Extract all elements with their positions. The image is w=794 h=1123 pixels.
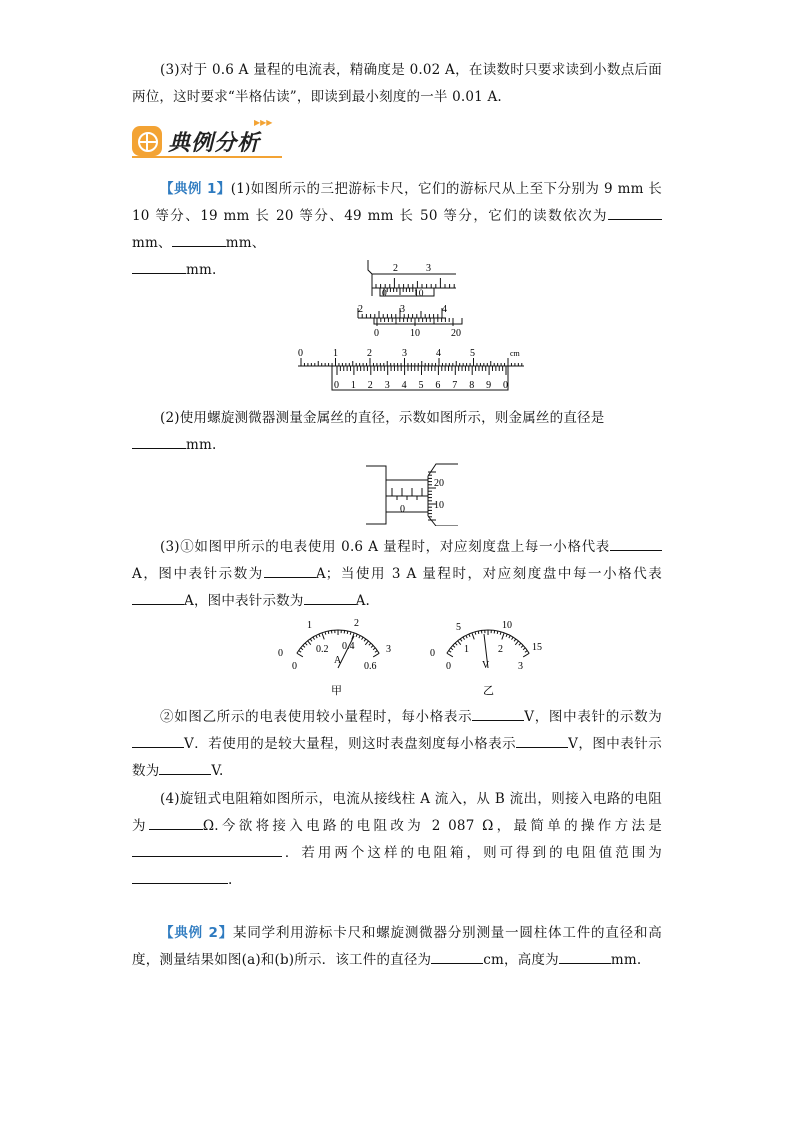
scale-tick	[373, 648, 375, 650]
tick-label: 2	[358, 304, 363, 315]
scale-tick	[373, 653, 379, 657]
example2-tag: 【典例 2】	[160, 925, 234, 941]
scale-tick	[369, 643, 371, 645]
scale-tick	[525, 651, 527, 653]
tick-label: 1	[333, 348, 338, 359]
scale-label: 0.6	[364, 661, 377, 672]
tick-label: 4	[436, 348, 441, 359]
tick-label: 0	[382, 289, 387, 299]
scale-label: 0	[430, 648, 435, 659]
scale-tick	[365, 641, 368, 645]
section-heading-banner	[132, 118, 282, 158]
triangles-icon: ▶▶▶	[254, 118, 273, 127]
unit-label: A	[334, 655, 342, 666]
scale-label: 0.2	[316, 644, 329, 655]
answer-blank[interactable]	[132, 869, 228, 884]
answer-blank[interactable]	[132, 434, 186, 449]
tick-label: 5	[470, 348, 475, 359]
example1-q2: (2)使用螺旋测微器测量金属丝的直径，示数如图所示，则金属丝的直径是 mm.	[132, 405, 662, 459]
tick-label: 2	[393, 263, 398, 274]
example2: 【典例 2】某同学利用游标卡尺和螺旋测微器分别测量一圆柱体工件的直径和高度，测量结果如图(a)和(b)所示．该工件的直径为 cm，高度为 mm.	[132, 925, 662, 968]
answer-blank[interactable]	[132, 733, 184, 748]
tick-label: 2	[367, 348, 372, 359]
scale-tick	[472, 633, 474, 640]
scale-tick	[460, 639, 462, 641]
scale-tick	[447, 653, 453, 657]
scale-tick	[463, 637, 465, 640]
answer-blank[interactable]	[472, 706, 524, 721]
scale-tick	[297, 653, 303, 657]
scale-tick	[506, 634, 507, 637]
scale-tick	[469, 634, 470, 637]
scale-tick	[359, 635, 360, 638]
scale-tick	[453, 645, 455, 647]
scale-tick	[466, 635, 467, 638]
answer-blank[interactable]	[610, 536, 662, 551]
answer-blank[interactable]	[159, 760, 211, 775]
sleeve-label: 0	[400, 504, 405, 515]
scale-tick	[500, 632, 501, 635]
scale-tick	[521, 645, 523, 647]
scale-tick	[455, 643, 457, 645]
answer-blank[interactable]	[132, 259, 186, 274]
scale-tick	[515, 641, 518, 645]
scale-tick	[305, 643, 307, 645]
example1-q3-part2: ②如图乙所示的电表使用较小量程时，每小格表示 V，图中表针的示数为V．若使用的是较大量程，则这时表盘刻度每小格表示 V，图中表针示数为 V.	[132, 704, 662, 785]
unit-label: cm	[510, 349, 520, 358]
tick-label: 0	[374, 328, 379, 339]
scale-tick	[478, 631, 479, 634]
micrometer-figure	[364, 458, 464, 526]
scale-label: 0.4	[342, 641, 355, 652]
scale-label: 0	[446, 661, 451, 672]
answer-blank[interactable]	[559, 949, 611, 964]
section-heading: 典例分析	[168, 131, 261, 156]
tick-label: 4	[442, 304, 447, 315]
answer-blank[interactable]	[149, 815, 203, 830]
meter-caption: 甲	[331, 685, 342, 697]
tick-label: 5	[418, 380, 424, 391]
scale-tick	[364, 639, 366, 641]
scale-tick	[514, 639, 516, 641]
vernier-calipers-figure	[296, 258, 526, 394]
scale-label: 15	[532, 642, 542, 653]
scale-tick	[451, 648, 453, 650]
scale-tick	[322, 633, 324, 640]
scale-label: 2	[354, 618, 359, 629]
thimble-label: 20	[434, 478, 444, 489]
scale-label: 2	[498, 644, 503, 655]
paragraph-ammeter-precision: (3)对于 0.6 A 量程的电流表，精确度是 0.02 A，在读数时只要求读到小数点后面两位，这时要求“半格估读”，即读到最小刻度的一半 0.01 A.	[132, 62, 662, 105]
answer-blank[interactable]	[304, 590, 356, 605]
scale-label: 0	[292, 661, 297, 672]
answer-blank[interactable]	[264, 563, 316, 578]
scale-tick	[512, 637, 514, 640]
unit-label: V	[482, 660, 490, 671]
scale-tick	[328, 631, 329, 634]
example1-q1: 【典例 1】(1)如图所示的三把游标卡尺，它们的游标尺从上至下分别为 9 mm 长 10 等分、19 mm 长 20 等分、49 mm 长 50 等分，它们的读数依次为mm、 mm、 mm.	[132, 181, 663, 278]
scale-tick	[519, 643, 521, 645]
scale-label: 1	[464, 644, 469, 655]
scale-tick	[449, 650, 451, 652]
scale-label: 3	[518, 661, 523, 672]
tick-label: 10	[414, 289, 424, 299]
answer-blank[interactable]	[516, 733, 568, 748]
scale-tick	[316, 635, 317, 638]
tick-label: 20	[451, 328, 461, 339]
scale-tick	[308, 641, 311, 645]
tick-label: 3	[384, 380, 390, 391]
answer-blank[interactable]	[172, 232, 226, 247]
tick-label: 0	[334, 380, 339, 391]
tick-label: 7	[452, 380, 458, 391]
thimble-label: 10	[434, 500, 444, 511]
scale-tick	[475, 632, 476, 635]
answer-blank[interactable]	[132, 590, 184, 605]
meter-caption: 乙	[483, 685, 494, 697]
tick-label: 10	[410, 328, 420, 339]
scale-tick	[310, 639, 312, 641]
meters-figure	[270, 616, 560, 698]
scale-tick	[325, 632, 326, 635]
scale-label: 3	[386, 644, 391, 655]
example1-q3: (3)①如图甲所示的电表使用 0.6 A 量程时，对应刻度盘上每一小格代表A，图中表针示数为 A；当使用 3 A 量程时，对应刻度盘中每一小格代表A，图中表针示数为 A.	[132, 534, 662, 615]
tick-label: 3	[426, 263, 431, 274]
tick-label: 3	[400, 304, 405, 315]
scale-label: 1	[307, 620, 312, 631]
answer-blank[interactable]	[608, 205, 662, 220]
scale-tick	[509, 635, 510, 638]
scale-tick	[362, 637, 364, 640]
scale-tick	[350, 632, 351, 635]
answer-blank[interactable]	[132, 842, 282, 857]
scale-tick	[371, 645, 373, 647]
scale-label: 10	[502, 620, 512, 631]
scale-label: 5	[456, 622, 461, 633]
scale-tick	[458, 641, 461, 645]
tick-label: 1	[350, 380, 356, 391]
tick-label: 8	[469, 380, 475, 391]
tick-label: 4	[401, 380, 407, 391]
scale-tick	[303, 645, 305, 647]
globe-icon	[132, 126, 162, 156]
scale-tick	[523, 653, 529, 657]
scale-tick	[301, 648, 303, 650]
scale-tick	[523, 648, 525, 650]
example1-tag: 【典例 1】	[160, 181, 231, 197]
tick-label: 6	[435, 380, 441, 391]
tick-label: 0	[298, 348, 303, 359]
tick-label: 2	[367, 380, 373, 391]
scale-tick	[299, 650, 301, 652]
tick-label: 9	[486, 380, 492, 391]
scale-label: 0	[278, 648, 283, 659]
tick-label: 3	[402, 348, 407, 359]
heading-underline	[132, 156, 282, 158]
answer-blank[interactable]	[431, 949, 483, 964]
scale-tick	[356, 634, 357, 637]
scale-tick	[319, 634, 320, 637]
scale-tick	[375, 651, 377, 653]
scale-tick	[347, 631, 348, 634]
scale-tick	[313, 637, 315, 640]
scale-tick	[502, 633, 504, 640]
scale-tick	[497, 631, 498, 634]
example1-q4: (4)旋钮式电阻箱如图所示，电流从接线柱 A 流入，从 B 流出，则接入电路的电阻为 Ω.今欲将接入电路的电阻改为 2 087 Ω，最简单的操作方法是．若用两个这样的电阻箱，则可得到的电阻值范围为.	[132, 791, 663, 888]
tick-label: 0	[503, 380, 508, 391]
